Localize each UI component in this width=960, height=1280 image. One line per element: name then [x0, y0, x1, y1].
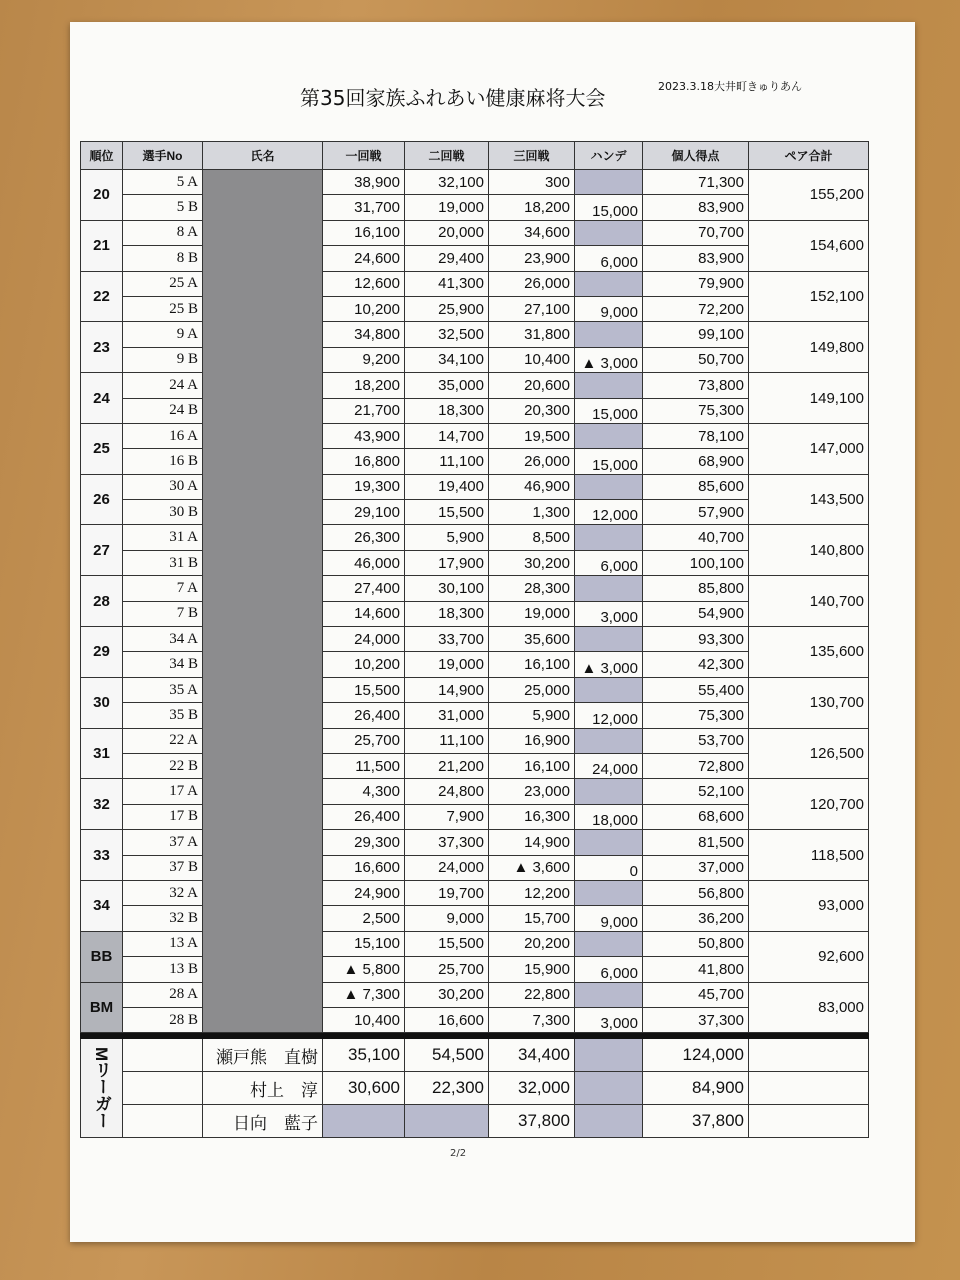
player-no-cell: 7 A	[123, 576, 203, 601]
individual-score-cell: 50,800	[643, 931, 749, 956]
round2-cell: 15,500	[405, 931, 489, 956]
round3-cell: 20,300	[489, 398, 575, 423]
player-no-cell: 25 B	[123, 296, 203, 321]
player-no-cell: 5 B	[123, 195, 203, 220]
round1-cell: 46,000	[323, 550, 405, 575]
table-row	[81, 474, 869, 499]
table-row	[81, 779, 869, 804]
player-no-cell: 9 A	[123, 322, 203, 347]
mleague-no-cell	[123, 1039, 203, 1072]
individual-score-cell: 68,600	[643, 804, 749, 829]
round2-cell: 19,000	[405, 652, 489, 677]
player-no-cell: 31 A	[123, 525, 203, 550]
mleague-handicap-cell	[575, 1105, 643, 1138]
round1-cell: 19,300	[323, 474, 405, 499]
round3-cell: 19,500	[489, 423, 575, 448]
rank-cell: 23	[81, 322, 123, 373]
handicap-cell	[575, 474, 643, 499]
round1-cell: 34,800	[323, 322, 405, 347]
handicap-cell	[575, 170, 643, 195]
pair-total-cell: 143,500	[749, 474, 869, 525]
player-no-cell: 28 A	[123, 982, 203, 1007]
individual-score-cell: 85,800	[643, 576, 749, 601]
round3-cell: 300	[489, 170, 575, 195]
round1-cell: 11,500	[323, 753, 405, 778]
player-no-cell: 22 B	[123, 753, 203, 778]
header-player-no: 選手No	[123, 142, 203, 170]
table-row	[81, 830, 869, 855]
rank-cell: 34	[81, 880, 123, 931]
individual-score-cell: 37,000	[643, 855, 749, 880]
round1-cell: 26,400	[323, 703, 405, 728]
round1-cell: 18,200	[323, 373, 405, 398]
handicap-cell	[575, 779, 643, 804]
round3-cell: 20,200	[489, 931, 575, 956]
table-row	[81, 220, 869, 245]
round2-cell: 30,200	[405, 982, 489, 1007]
player-no-cell: 30 B	[123, 500, 203, 525]
round1-cell: 15,500	[323, 677, 405, 702]
pair-total-cell: 93,000	[749, 880, 869, 931]
round3-cell: 20,600	[489, 373, 575, 398]
round2-cell: 24,800	[405, 779, 489, 804]
table-row	[81, 982, 869, 1007]
handicap-cell: 12,000	[575, 703, 643, 728]
player-no-cell: 24 A	[123, 373, 203, 398]
table-row	[81, 271, 869, 296]
round2-cell: 15,500	[405, 500, 489, 525]
round1-cell: 25,700	[323, 728, 405, 753]
header-individual-score: 個人得点	[643, 142, 749, 170]
mleague-label: Mリーガー	[81, 1039, 123, 1138]
rank-cell: 29	[81, 627, 123, 678]
mleague-row	[81, 1039, 869, 1072]
pair-total-cell: 149,100	[749, 373, 869, 424]
round2-cell: 11,100	[405, 449, 489, 474]
rank-cell: 25	[81, 423, 123, 474]
round2-cell: 9,000	[405, 906, 489, 931]
round3-cell: ▲ 3,600	[489, 855, 575, 880]
pair-total-cell: 92,600	[749, 931, 869, 982]
round1-cell: 26,400	[323, 804, 405, 829]
pair-total-cell: 140,800	[749, 525, 869, 576]
individual-score-cell: 52,100	[643, 779, 749, 804]
handicap-cell: 0	[575, 855, 643, 880]
round3-cell: 5,900	[489, 703, 575, 728]
handicap-cell: 18,000	[575, 804, 643, 829]
round1-cell: 12,600	[323, 271, 405, 296]
round3-cell: 46,900	[489, 474, 575, 499]
handicap-cell	[575, 220, 643, 245]
mleague-player-name: 日向 藍子	[203, 1105, 323, 1138]
pair-total-cell: 120,700	[749, 779, 869, 830]
round3-cell: 16,900	[489, 728, 575, 753]
handicap-cell	[575, 830, 643, 855]
table-row	[81, 880, 869, 905]
header-name: 氏名	[203, 142, 323, 170]
round1-cell: 27,400	[323, 576, 405, 601]
round3-cell: 14,900	[489, 830, 575, 855]
round1-cell: 15,100	[323, 931, 405, 956]
round2-cell: 7,900	[405, 804, 489, 829]
mleague-player-name: 瀬戸熊 直樹	[203, 1039, 323, 1072]
round2-cell: 25,700	[405, 957, 489, 982]
mleague-score-cell: 37,800	[643, 1105, 749, 1138]
round1-cell: 2,500	[323, 906, 405, 931]
mleague-round2-cell	[405, 1105, 489, 1138]
individual-score-cell: 83,900	[643, 246, 749, 271]
round2-cell: 25,900	[405, 296, 489, 321]
individual-score-cell: 99,100	[643, 322, 749, 347]
round2-cell: 11,100	[405, 728, 489, 753]
pair-total-cell: 152,100	[749, 271, 869, 322]
round2-cell: 33,700	[405, 627, 489, 652]
round1-cell: 43,900	[323, 423, 405, 448]
individual-score-cell: 68,900	[643, 449, 749, 474]
round3-cell: 10,400	[489, 347, 575, 372]
round3-cell: 12,200	[489, 880, 575, 905]
round1-cell: 4,300	[323, 779, 405, 804]
handicap-cell: 6,000	[575, 957, 643, 982]
mleague-round3-cell: 34,400	[489, 1039, 575, 1072]
handicap-cell: 15,000	[575, 398, 643, 423]
handicap-cell: 15,000	[575, 449, 643, 474]
individual-score-cell: 73,800	[643, 373, 749, 398]
mleague-score-cell: 84,900	[643, 1072, 749, 1105]
player-no-cell: 5 A	[123, 170, 203, 195]
table-row	[81, 525, 869, 550]
individual-score-cell: 37,300	[643, 1007, 749, 1032]
mleague-round3-cell: 37,800	[489, 1105, 575, 1138]
handicap-cell	[575, 728, 643, 753]
round2-cell: 24,000	[405, 855, 489, 880]
round2-cell: 19,400	[405, 474, 489, 499]
handicap-cell	[575, 880, 643, 905]
individual-score-cell: 81,500	[643, 830, 749, 855]
mleague-round2-cell: 22,300	[405, 1072, 489, 1105]
handicap-cell: ▲ 3,000	[575, 652, 643, 677]
round2-cell: 20,000	[405, 220, 489, 245]
mleague-round1-cell	[323, 1105, 405, 1138]
header-rank: 順位	[81, 142, 123, 170]
pair-total-cell: 154,600	[749, 220, 869, 271]
individual-score-cell: 53,700	[643, 728, 749, 753]
player-no-cell: 35 A	[123, 677, 203, 702]
individual-score-cell: 75,300	[643, 703, 749, 728]
round2-cell: 18,300	[405, 601, 489, 626]
handicap-cell	[575, 322, 643, 347]
round3-cell: 26,000	[489, 271, 575, 296]
handicap-cell	[575, 423, 643, 448]
round2-cell: 37,300	[405, 830, 489, 855]
round1-cell: ▲ 5,800	[323, 957, 405, 982]
handicap-cell: ▲ 3,000	[575, 347, 643, 372]
round3-cell: 30,200	[489, 550, 575, 575]
header-pair-total: ペア合計	[749, 142, 869, 170]
individual-score-cell: 72,200	[643, 296, 749, 321]
round1-cell: 9,200	[323, 347, 405, 372]
round3-cell: 1,300	[489, 500, 575, 525]
pair-total-cell: 83,000	[749, 982, 869, 1033]
round3-cell: 15,900	[489, 957, 575, 982]
rank-cell: 21	[81, 220, 123, 271]
individual-score-cell: 36,200	[643, 906, 749, 931]
round1-cell: 29,100	[323, 500, 405, 525]
table-row	[81, 423, 869, 448]
rank-cell: BB	[81, 931, 123, 982]
mleague-round1-cell: 30,600	[323, 1072, 405, 1105]
individual-score-cell: 100,100	[643, 550, 749, 575]
individual-score-cell: 83,900	[643, 195, 749, 220]
player-no-cell: 16 A	[123, 423, 203, 448]
round1-cell: 10,400	[323, 1007, 405, 1032]
handicap-cell: 9,000	[575, 296, 643, 321]
player-no-cell: 8 B	[123, 246, 203, 271]
player-no-cell: 35 B	[123, 703, 203, 728]
individual-score-cell: 72,800	[643, 753, 749, 778]
mleague-round2-cell: 54,500	[405, 1039, 489, 1072]
player-no-cell: 37 A	[123, 830, 203, 855]
handicap-cell: 12,000	[575, 500, 643, 525]
player-no-cell: 17 B	[123, 804, 203, 829]
mleague-round1-cell: 35,100	[323, 1039, 405, 1072]
player-no-cell: 31 B	[123, 550, 203, 575]
pair-total-cell: 118,500	[749, 830, 869, 881]
round2-cell: 14,900	[405, 677, 489, 702]
header-handicap: ハンデ	[575, 142, 643, 170]
round1-cell: 10,200	[323, 652, 405, 677]
round3-cell: 16,100	[489, 652, 575, 677]
handicap-cell: 15,000	[575, 195, 643, 220]
player-no-cell: 30 A	[123, 474, 203, 499]
handicap-cell: 3,000	[575, 1007, 643, 1032]
handicap-cell	[575, 677, 643, 702]
mleague-pair-cell	[749, 1105, 869, 1138]
individual-score-cell: 56,800	[643, 880, 749, 905]
player-no-cell: 7 B	[123, 601, 203, 626]
rank-cell: 27	[81, 525, 123, 576]
round2-cell: 34,100	[405, 347, 489, 372]
round1-cell: 29,300	[323, 830, 405, 855]
round2-cell: 17,900	[405, 550, 489, 575]
redacted-names	[203, 170, 323, 1033]
round2-cell: 29,400	[405, 246, 489, 271]
pair-total-cell: 149,800	[749, 322, 869, 373]
rank-cell: 26	[81, 474, 123, 525]
individual-score-cell: 79,900	[643, 271, 749, 296]
player-no-cell: 8 A	[123, 220, 203, 245]
pair-total-cell: 140,700	[749, 576, 869, 627]
individual-score-cell: 75,300	[643, 398, 749, 423]
round1-cell: 21,700	[323, 398, 405, 423]
rank-cell: 20	[81, 170, 123, 221]
mleague-no-cell	[123, 1105, 203, 1138]
handicap-cell: 6,000	[575, 550, 643, 575]
round1-cell: 24,000	[323, 627, 405, 652]
mleague-no-cell	[123, 1072, 203, 1105]
player-no-cell: 22 A	[123, 728, 203, 753]
page-number: 2/2	[450, 1148, 467, 1159]
individual-score-cell: 50,700	[643, 347, 749, 372]
rank-cell: 31	[81, 728, 123, 779]
round2-cell: 19,700	[405, 880, 489, 905]
round3-cell: 34,600	[489, 220, 575, 245]
header-row	[81, 142, 869, 170]
round2-cell: 18,300	[405, 398, 489, 423]
round3-cell: 19,000	[489, 601, 575, 626]
round1-cell: 26,300	[323, 525, 405, 550]
header-round1: 一回戦	[323, 142, 405, 170]
mleague-handicap-cell	[575, 1039, 643, 1072]
round2-cell: 14,700	[405, 423, 489, 448]
player-no-cell: 16 B	[123, 449, 203, 474]
player-no-cell: 17 A	[123, 779, 203, 804]
handicap-cell: 24,000	[575, 753, 643, 778]
player-no-cell: 32 B	[123, 906, 203, 931]
individual-score-cell: 85,600	[643, 474, 749, 499]
table-row	[81, 728, 869, 753]
handicap-cell	[575, 271, 643, 296]
player-no-cell: 13 B	[123, 957, 203, 982]
individual-score-cell: 42,300	[643, 652, 749, 677]
player-no-cell: 9 B	[123, 347, 203, 372]
pair-total-cell: 126,500	[749, 728, 869, 779]
round3-cell: 23,900	[489, 246, 575, 271]
mleague-score-cell: 124,000	[643, 1039, 749, 1072]
player-no-cell: 13 A	[123, 931, 203, 956]
handicap-cell	[575, 373, 643, 398]
round3-cell: 16,300	[489, 804, 575, 829]
pair-total-cell: 155,200	[749, 170, 869, 221]
round2-cell: 32,100	[405, 170, 489, 195]
round2-cell: 35,000	[405, 373, 489, 398]
round3-cell: 25,000	[489, 677, 575, 702]
results-table	[80, 141, 869, 1138]
round2-cell: 16,600	[405, 1007, 489, 1032]
handicap-cell	[575, 982, 643, 1007]
round3-cell: 35,600	[489, 627, 575, 652]
round3-cell: 28,300	[489, 576, 575, 601]
player-no-cell: 32 A	[123, 880, 203, 905]
handicap-cell: 9,000	[575, 906, 643, 931]
table-row	[81, 170, 869, 195]
round3-cell: 16,100	[489, 753, 575, 778]
round3-cell: 22,800	[489, 982, 575, 1007]
individual-score-cell: 57,900	[643, 500, 749, 525]
individual-score-cell: 71,300	[643, 170, 749, 195]
round2-cell: 19,000	[405, 195, 489, 220]
mleague-pair-cell	[749, 1072, 869, 1105]
player-no-cell: 24 B	[123, 398, 203, 423]
player-no-cell: 25 A	[123, 271, 203, 296]
mleague-row	[81, 1105, 869, 1138]
rank-cell: 32	[81, 779, 123, 830]
pair-total-cell: 147,000	[749, 423, 869, 474]
round2-cell: 32,500	[405, 322, 489, 347]
handicap-cell	[575, 525, 643, 550]
round3-cell: 18,200	[489, 195, 575, 220]
handicap-cell	[575, 627, 643, 652]
rank-cell: 33	[81, 830, 123, 881]
individual-score-cell: 54,900	[643, 601, 749, 626]
player-no-cell: 34 B	[123, 652, 203, 677]
mleague-row	[81, 1072, 869, 1105]
round1-cell: 10,200	[323, 296, 405, 321]
header-round2: 二回戦	[405, 142, 489, 170]
round1-cell: 31,700	[323, 195, 405, 220]
table-row	[81, 931, 869, 956]
player-no-cell: 37 B	[123, 855, 203, 880]
header-round3: 三回戦	[489, 142, 575, 170]
rank-cell: BM	[81, 982, 123, 1033]
round3-cell: 8,500	[489, 525, 575, 550]
round1-cell: 38,900	[323, 170, 405, 195]
individual-score-cell: 78,100	[643, 423, 749, 448]
individual-score-cell: 93,300	[643, 627, 749, 652]
round2-cell: 31,000	[405, 703, 489, 728]
round1-cell: 24,600	[323, 246, 405, 271]
handicap-cell	[575, 576, 643, 601]
round1-cell: 16,100	[323, 220, 405, 245]
rank-cell: 24	[81, 373, 123, 424]
round2-cell: 30,100	[405, 576, 489, 601]
round3-cell: 27,100	[489, 296, 575, 321]
individual-score-cell: 70,700	[643, 220, 749, 245]
round2-cell: 41,300	[405, 271, 489, 296]
round2-cell: 5,900	[405, 525, 489, 550]
mleague-round3-cell: 32,000	[489, 1072, 575, 1105]
table-row	[81, 373, 869, 398]
table-row	[81, 627, 869, 652]
table-row	[81, 322, 869, 347]
table-row	[81, 677, 869, 702]
table-row	[81, 576, 869, 601]
rank-cell: 22	[81, 271, 123, 322]
player-no-cell: 28 B	[123, 1007, 203, 1032]
rank-cell: 30	[81, 677, 123, 728]
mleague-handicap-cell	[575, 1072, 643, 1105]
rank-cell: 28	[81, 576, 123, 627]
mleague-player-name: 村上 淳	[203, 1072, 323, 1105]
round1-cell: ▲ 7,300	[323, 982, 405, 1007]
handicap-cell	[575, 931, 643, 956]
pair-total-cell: 135,600	[749, 627, 869, 678]
event-date-venue: 2023.3.18大井町きゅりあん	[658, 80, 802, 93]
handicap-cell: 3,000	[575, 601, 643, 626]
round1-cell: 14,600	[323, 601, 405, 626]
round3-cell: 26,000	[489, 449, 575, 474]
round1-cell: 24,900	[323, 880, 405, 905]
round3-cell: 15,700	[489, 906, 575, 931]
handicap-cell: 6,000	[575, 246, 643, 271]
individual-score-cell: 55,400	[643, 677, 749, 702]
mleague-pair-cell	[749, 1039, 869, 1072]
pair-total-cell: 130,700	[749, 677, 869, 728]
round2-cell: 21,200	[405, 753, 489, 778]
round3-cell: 7,300	[489, 1007, 575, 1032]
individual-score-cell: 40,700	[643, 525, 749, 550]
individual-score-cell: 45,700	[643, 982, 749, 1007]
round3-cell: 31,800	[489, 322, 575, 347]
player-no-cell: 34 A	[123, 627, 203, 652]
page-title: 第35回家族ふれあい健康麻将大会	[300, 86, 606, 110]
round1-cell: 16,800	[323, 449, 405, 474]
round1-cell: 16,600	[323, 855, 405, 880]
individual-score-cell: 41,800	[643, 957, 749, 982]
round3-cell: 23,000	[489, 779, 575, 804]
